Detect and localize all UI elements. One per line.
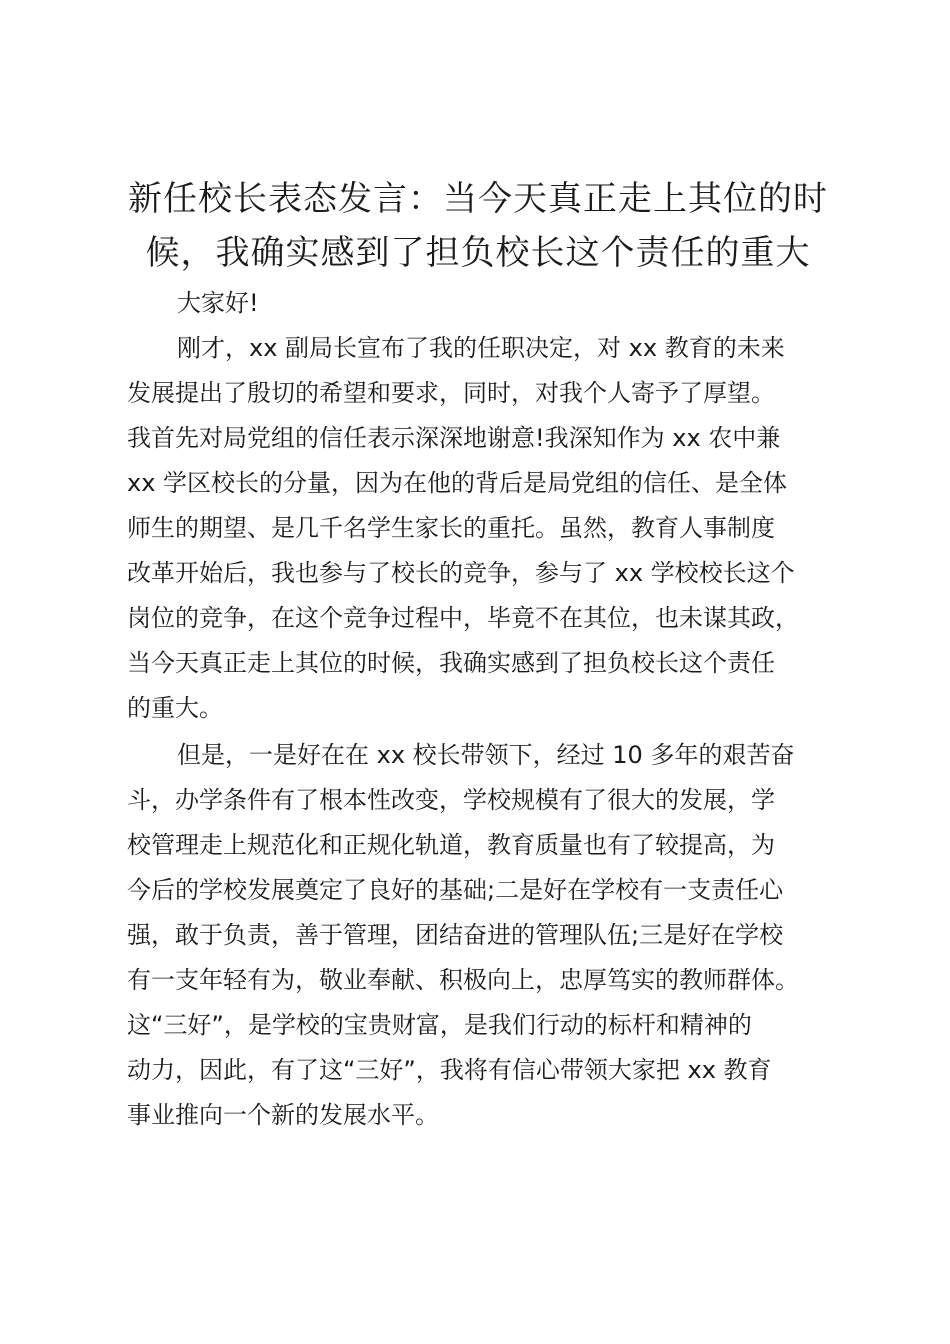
paragraph-line: 有一支年轻有为，敬业奉献、积极向上，忠厚笃实的教师群体。 bbox=[127, 966, 799, 994]
document-title bbox=[118, 172, 838, 280]
paragraph-line: 但是，一是好在在 xx 校长带领下，经过 10 多年的艰苦奋 bbox=[177, 741, 795, 769]
paragraph-line: 岗位的竞争，在这个竞争过程中，毕竟不在其位，也未谋其政， bbox=[127, 604, 799, 632]
paragraph-line: 今后的学校发展奠定了良好的基础;二是好在学校有一支责任心 bbox=[127, 876, 784, 904]
document-body bbox=[127, 283, 839, 1140]
title-line: 候，我确实感到了担负校长这个责任的重大 bbox=[145, 233, 811, 273]
paragraph-line: 我首先对局党组的信任表示深深地谢意!我深知作为 xx 农中兼 bbox=[127, 424, 781, 452]
paragraph-line: 这“三好”，是学校的宝贵财富，是我们行动的标杆和精神的 bbox=[127, 1011, 752, 1039]
paragraph-2 bbox=[127, 735, 839, 1140]
paragraph-line: 动力，因此，有了这“三好”，我将有信心带领大家把 xx 教育 bbox=[127, 1056, 772, 1084]
paragraph-line: 校管理走上规范化和正规化轨道，教育质量也有了较提高，为 bbox=[127, 831, 775, 859]
paragraph-line: 强，敢于负责，善于管理，团结奋进的管理队伍;三是好在学校 bbox=[127, 921, 784, 949]
paragraph-line: 事业推向一个新的发展水平。 bbox=[127, 1101, 439, 1129]
paragraph-line: xx 学区校长的分量，因为在他的背后是局党组的信任、是全体 bbox=[127, 469, 788, 497]
paragraph-line: 的重大。 bbox=[127, 694, 223, 722]
paragraph-1 bbox=[127, 328, 839, 733]
paragraph-line: 斗，办学条件有了根本性改变，学校规模有了很大的发展，学 bbox=[127, 786, 775, 814]
paragraph-line: 改革开始后，我也参与了校长的竞争，参与了 xx 学校校长这个 bbox=[127, 559, 795, 587]
paragraph-line: 刚才，xx 副局长宣布了我的任职决定，对 xx 教育的未来 bbox=[177, 334, 785, 362]
paragraph-line: 师生的期望、是几千名学生家长的重托。虽然，教育人事制度 bbox=[127, 514, 775, 542]
paragraph-line: 发展提出了殷切的希望和要求，同时，对我个人寄予了厚望。 bbox=[127, 379, 775, 407]
title-line: 新任校长表态发言：当今天真正走上其位的时 bbox=[128, 179, 828, 219]
paragraph-line: 当今天真正走上其位的时候，我确实感到了担负校长这个责任 bbox=[127, 649, 775, 677]
greeting: 大家好! bbox=[177, 289, 259, 317]
